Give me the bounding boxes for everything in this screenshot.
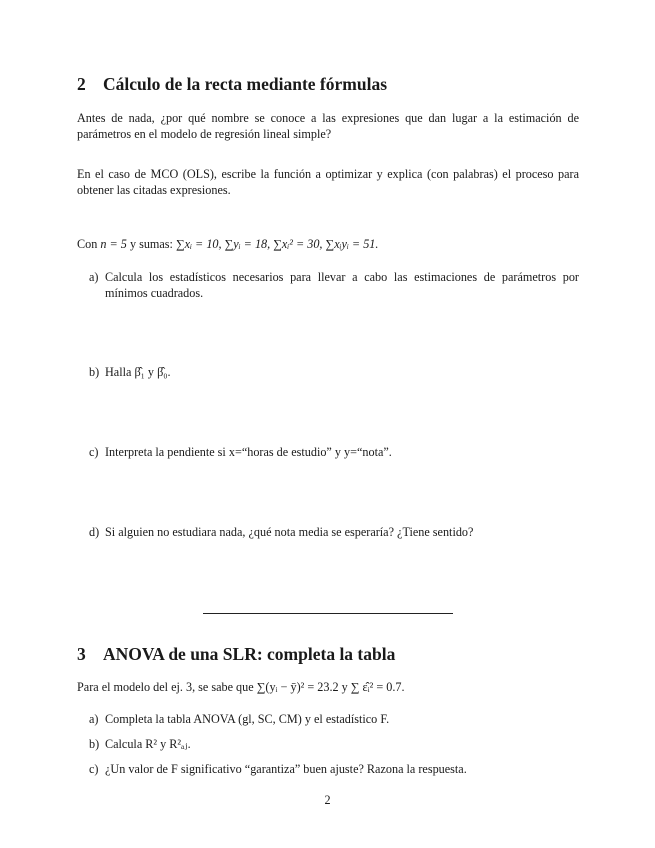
p3-sums: ∑xᵢ = 10, ∑yᵢ = 18, ∑xᵢ² = 30, ∑xᵢyᵢ = 51. — [175, 237, 379, 251]
item-a-label: a) — [89, 270, 99, 284]
section-3-item-b — [89, 736, 579, 752]
section-2-number: 2 — [77, 74, 86, 94]
item-a-text: Calcula los estadísticos necesarios para llevar a cabo las estimaciones de parámetros por mínimos cuadrados. — [105, 270, 579, 300]
section-2-paragraph-2: En el caso de MCO (OLS), escribe la función a optimizar y explica (con palabras) el proceso para obtener las citadas expresiones. — [77, 167, 579, 197]
section-3-intro: Para el modelo del ej. 3, se sabe que ∑(yᵢ − ȳ)² = 23.2 y ∑ ε̂ᵢ² = 0.7. — [77, 680, 405, 694]
page-number: 2 — [324, 793, 331, 807]
section-2-item-c — [89, 444, 579, 460]
section-2-title: Cálculo de la recta mediante fórmulas — [103, 74, 388, 94]
item-d-text: Si alguien no estudiara nada, ¿qué nota media se esperaría? ¿Tiene sentido? — [105, 525, 474, 539]
s3-item-b-text: Calcula R² y R²ₐⱼ. — [105, 737, 191, 751]
section-3-heading — [77, 644, 395, 665]
item-b-text: Halla β̂₁ y β̂₀. — [105, 365, 171, 379]
section-3-item-c — [89, 761, 579, 777]
section-2-heading — [77, 74, 387, 95]
s3-item-c-label: c) — [89, 762, 99, 776]
section-3-number: 3 — [77, 644, 86, 664]
item-d-label: d) — [89, 525, 100, 539]
item-c-label: c) — [89, 445, 99, 459]
section-2-item-a — [89, 269, 579, 301]
s3-item-b-label: b) — [89, 737, 100, 751]
s3-item-c-text: ¿Un valor de F significativo “garantiza” buen ajuste? Razona la respuesta. — [105, 762, 467, 776]
item-c-text: Interpreta la pendiente si x=“horas de estudio” y y=“nota”. — [105, 445, 392, 459]
section-3-title: ANOVA de una SLR: completa la tabla — [103, 644, 396, 664]
p3-mid: y sumas: — [126, 237, 176, 251]
section-2-paragraph-1: Antes de nada, ¿por qué nombre se conoce a las expresiones que dan lugar a la estimación de parámetros en el modelo de regresión lineal simple? — [77, 111, 579, 141]
s3-item-a-label: a) — [89, 712, 99, 726]
section-2-paragraph-3 — [77, 236, 579, 252]
p3-prefix: Con — [77, 237, 101, 251]
section-2-item-b — [89, 364, 579, 380]
section-divider — [203, 613, 453, 614]
item-b-label: b) — [89, 365, 100, 379]
section-3-item-a — [89, 711, 579, 727]
p3-n-value: n = 5 — [100, 237, 127, 251]
section-2-item-d — [89, 524, 579, 540]
s3-item-a-text: Completa la tabla ANOVA (gl, SC, CM) y el estadístico F. — [105, 712, 390, 726]
